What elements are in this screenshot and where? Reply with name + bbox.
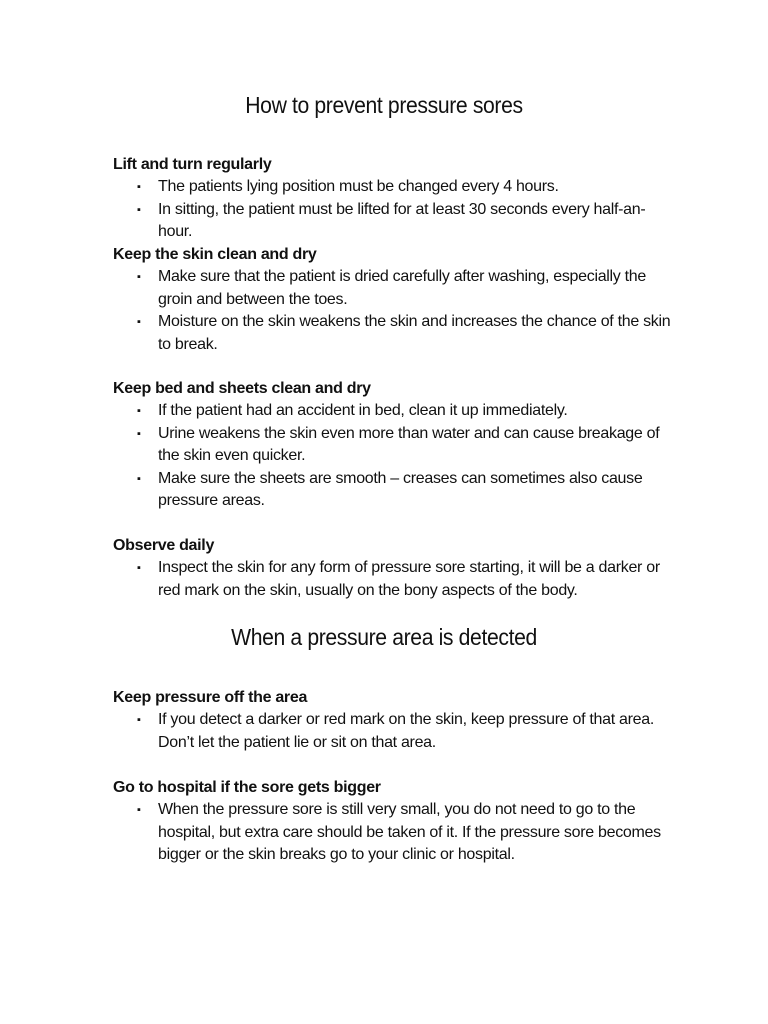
bullet-icon: ▪ bbox=[137, 181, 141, 193]
bullet-list bbox=[113, 266, 673, 356]
list-item: ▪ If the patient had an accident in bed, clean it up immediately. bbox=[113, 400, 673, 423]
list-item: ▪ Make sure that the patient is dried carefully after washing, especially the groin and between the toes. bbox=[137, 268, 646, 308]
bullet-list bbox=[113, 400, 673, 513]
bullet-icon: ▪ bbox=[137, 804, 141, 816]
section-heading: Keep pressure off the area bbox=[113, 689, 308, 706]
list-item: ▪ If you detect a darker or red mark on the skin, keep pressure of that area. Don’t let the patient lie or sit on that area. bbox=[137, 711, 654, 751]
section-heading: Lift and turn regularly bbox=[113, 156, 272, 173]
bullet-icon: ▪ bbox=[137, 427, 141, 440]
section-heading: Observe daily bbox=[113, 537, 215, 554]
bullet-icon: ▪ bbox=[137, 472, 141, 485]
list-item: ▪ Make sure the sheets are smooth – creases can sometimes also cause pressure areas. bbox=[137, 469, 643, 510]
section-lift-and-turn bbox=[113, 154, 673, 244]
list-item: ▪ When the pressure sore is still very small, you do not need to go to the hospital, but extra care should be taken of it. If the pressure sore becomes bigger or the skin breaks go to your clinic or hospital. bbox=[137, 801, 661, 864]
section-go-to-hospital bbox=[113, 777, 673, 867]
bullet-list bbox=[113, 176, 673, 244]
page-title: How to prevent pressure sores bbox=[245, 92, 523, 118]
bullet-icon: ▪ bbox=[137, 714, 141, 726]
bullet-icon: ▪ bbox=[137, 203, 141, 216]
section-heading: Go to hospital if the sore gets bigger bbox=[113, 779, 381, 796]
section-observe-daily bbox=[113, 535, 673, 602]
section-bed-sheets bbox=[113, 378, 673, 513]
bullet-list bbox=[113, 557, 673, 602]
section-skin-clean-dry bbox=[113, 244, 673, 356]
list-item: ▪ The patients lying position must be changed every 4 hours. bbox=[113, 176, 673, 199]
list-item: ▪ Urine weakens the skin even more than water and can cause breakage of the skin even quicker. bbox=[137, 424, 660, 465]
bullet-icon: ▪ bbox=[137, 271, 141, 283]
list-item: ▪ Inspect the skin for any form of pressure sore starting, it will be a darker or red mark on the skin, usually on the bony aspects of the body. bbox=[137, 559, 660, 599]
list-item: ▪ Moisture on the skin weakens the skin and increases the chance of the skin to break. bbox=[137, 313, 671, 353]
list-item: ▪ In sitting, the patient must be lifted for at least 30 seconds every half-an-hour. bbox=[137, 200, 646, 241]
bullet-icon: ▪ bbox=[137, 316, 141, 329]
bullet-list bbox=[113, 709, 673, 754]
section-keep-pressure-off bbox=[113, 687, 673, 754]
bullet-icon: ▪ bbox=[137, 405, 141, 417]
section-heading: Keep bed and sheets clean and dry bbox=[113, 380, 371, 397]
bullet-list bbox=[113, 799, 673, 867]
section-heading: Keep the skin clean and dry bbox=[113, 246, 317, 263]
section-title: When a pressure area is detected bbox=[231, 624, 537, 650]
bullet-icon: ▪ bbox=[137, 562, 141, 574]
